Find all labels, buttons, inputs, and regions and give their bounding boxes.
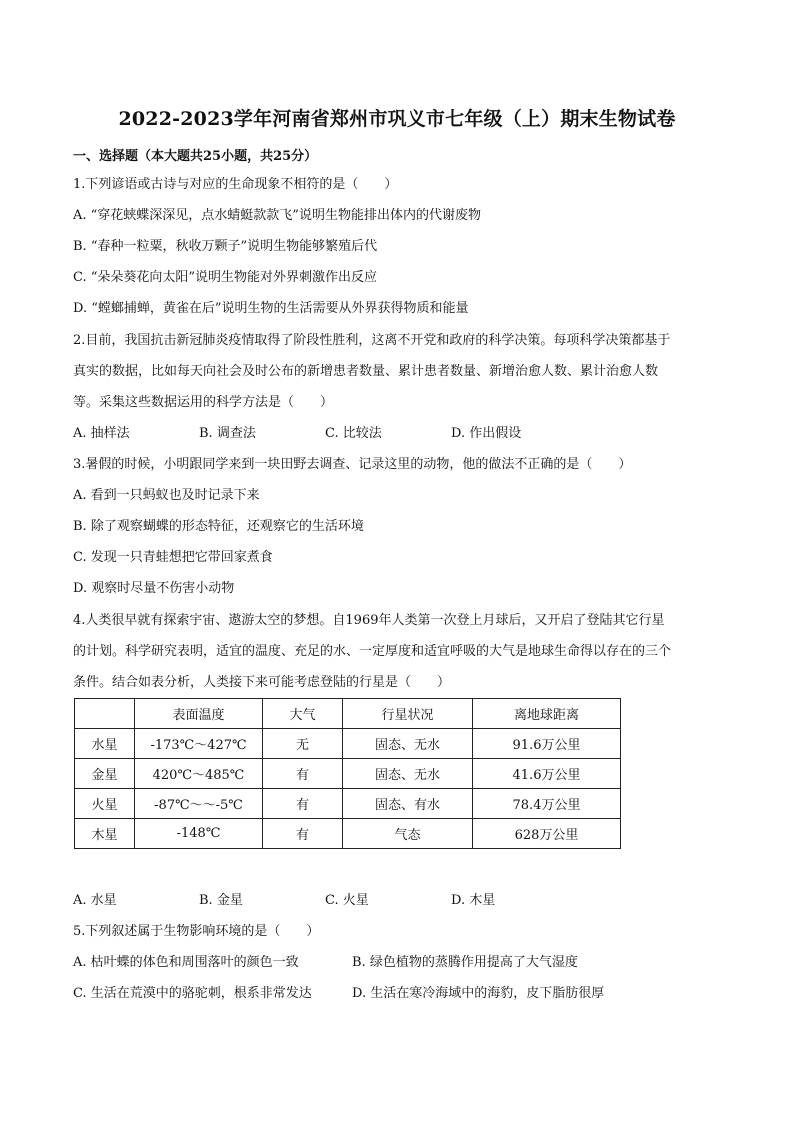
table-cell: 气态 xyxy=(343,819,473,849)
table-row xyxy=(75,759,621,789)
question-4-option-b: B. 金星 xyxy=(199,893,243,908)
question-2-options xyxy=(73,425,723,443)
question-2-option-b: B. 调查法 xyxy=(199,426,256,441)
question-4-option-c: C. 火星 xyxy=(325,893,369,908)
table-cell: 金星 xyxy=(75,759,135,789)
table-cell: 41.6万公里 xyxy=(473,759,621,789)
table-header-cell xyxy=(75,699,135,729)
table-row xyxy=(75,729,621,759)
question-5-option-a: A. 枯叶蝶的体色和周围落叶的颜色一致 xyxy=(73,955,299,970)
table-cell: 固态、有水 xyxy=(343,789,473,819)
table-cell: 有 xyxy=(263,759,343,789)
section-heading: 一、选择题（本大题共25小题，共25分） xyxy=(73,149,318,164)
table-header-cell: 离地球距离 xyxy=(473,699,621,729)
table-cell: 水星 xyxy=(75,729,135,759)
table-cell: 固态、无水 xyxy=(343,729,473,759)
question-3-option-c: C. 发现一只青蛙想把它带回家煮食 xyxy=(73,550,273,565)
table-header-row xyxy=(75,699,621,729)
question-4-stem-line-2: 的计划。科学研究表明，适宜的温度、充足的水、一定厚度和适宜呼吸的大气是地球生命得以存在的三个 xyxy=(73,644,672,659)
question-5-options-row-1 xyxy=(73,954,723,972)
question-1-option-a: A. “穿花蛱蝶深深见，点水蜻蜓款款飞”说明生物能排出体内的代谢废物 xyxy=(73,208,481,223)
question-5-stem: 5.下列叙述属于生物影响环境的是（ ） xyxy=(73,924,320,939)
question-4-stem-line-1: 4.人类很早就有探索宇宙、遨游太空的梦想。自1969年人类第一次登上月球后，又开启了登陆其它行星 xyxy=(73,613,665,628)
question-2-stem-line-2: 真实的数据，比如每天向社会及时公布的新增患者数量、累计患者数量、新增治愈人数、累计治愈人数 xyxy=(73,364,659,379)
question-5-option-b: B. 绿色植物的蒸腾作用提高了大气湿度 xyxy=(352,955,578,970)
question-1-stem: 1.下列谚语或古诗与对应的生命现象不相符的是（ ） xyxy=(73,177,398,192)
question-4-stem-line-3: 条件。结合如表分析，人类接下来可能考虑登陆的行星是（ ） xyxy=(73,675,451,690)
question-3-option-b: B. 除了观察蝴蝶的形态特征，还观察它的生活环境 xyxy=(73,519,364,534)
table-cell: 78.4万公里 xyxy=(473,789,621,819)
table-cell: 628万公里 xyxy=(473,819,621,849)
table-cell: 火星 xyxy=(75,789,135,819)
table-cell: 91.6万公里 xyxy=(473,729,621,759)
table-row xyxy=(75,819,621,849)
question-2-option-d: D. 作出假设 xyxy=(451,426,522,441)
table-header-cell: 大气 xyxy=(263,699,343,729)
question-2-option-a: A. 抽样法 xyxy=(73,426,130,441)
question-4-options xyxy=(73,892,723,910)
table-cell: 木星 xyxy=(75,819,135,849)
table-cell: 固态、无水 xyxy=(343,759,473,789)
question-1-option-c: C. “朵朵葵花向太阳”说明生物能对外界刺激作出反应 xyxy=(73,270,378,285)
question-3-stem: 3.暑假的时候，小明跟同学来到一块田野去调查、记录这里的动物，他的做法不正确的是（ ） xyxy=(73,457,632,472)
table-cell: 无 xyxy=(263,729,343,759)
question-3-option-d: D. 观察时尽量不伤害小动物 xyxy=(73,581,235,596)
table-row xyxy=(75,789,621,819)
question-4-option-d: D. 木星 xyxy=(451,893,496,908)
table-cell: -173℃～427℃ xyxy=(135,729,263,759)
question-2-option-c: C. 比较法 xyxy=(325,426,382,441)
question-1-option-d: D. “螳螂捕蝉，黄雀在后”说明生物的生活需要从外界获得物质和能量 xyxy=(73,301,469,316)
question-5-options-row-2 xyxy=(73,985,723,1003)
question-3-option-a: A. 看到一只蚂蚁也及时记录下来 xyxy=(73,488,260,503)
table-header-cell: 表面温度 xyxy=(135,699,263,729)
page-title: 2022-2023学年河南省郑州市巩义市七年级（上）期末生物试卷 xyxy=(118,108,676,130)
question-1-option-b: B. “春种一粒粟，秋收万颗子”说明生物能够繁殖后代 xyxy=(73,239,378,254)
planet-table xyxy=(74,698,621,849)
question-2-stem-line-3: 等。采集这些数据运用的科学方法是（ ） xyxy=(73,395,334,410)
question-5-option-c: C. 生活在荒漠中的骆驼刺，根系非常发达 xyxy=(73,986,312,1001)
question-2-stem-line-1: 2.目前，我国抗击新冠肺炎疫情取得了阶段性胜利，这离不开党和政府的科学决策。每项科学决策都基于 xyxy=(73,333,671,348)
table-cell: -148℃ xyxy=(135,819,263,849)
table-cell: 420℃～485℃ xyxy=(135,759,263,789)
table-cell: 有 xyxy=(263,789,343,819)
table-header-cell: 行星状况 xyxy=(343,699,473,729)
table-cell: -87℃～～-5℃ xyxy=(135,789,263,819)
question-5-option-d: D. 生活在寒冷海域中的海豹，皮下脂肪很厚 xyxy=(352,986,605,1001)
table-cell: 有 xyxy=(263,819,343,849)
question-4-option-a: A. 水星 xyxy=(73,893,117,908)
